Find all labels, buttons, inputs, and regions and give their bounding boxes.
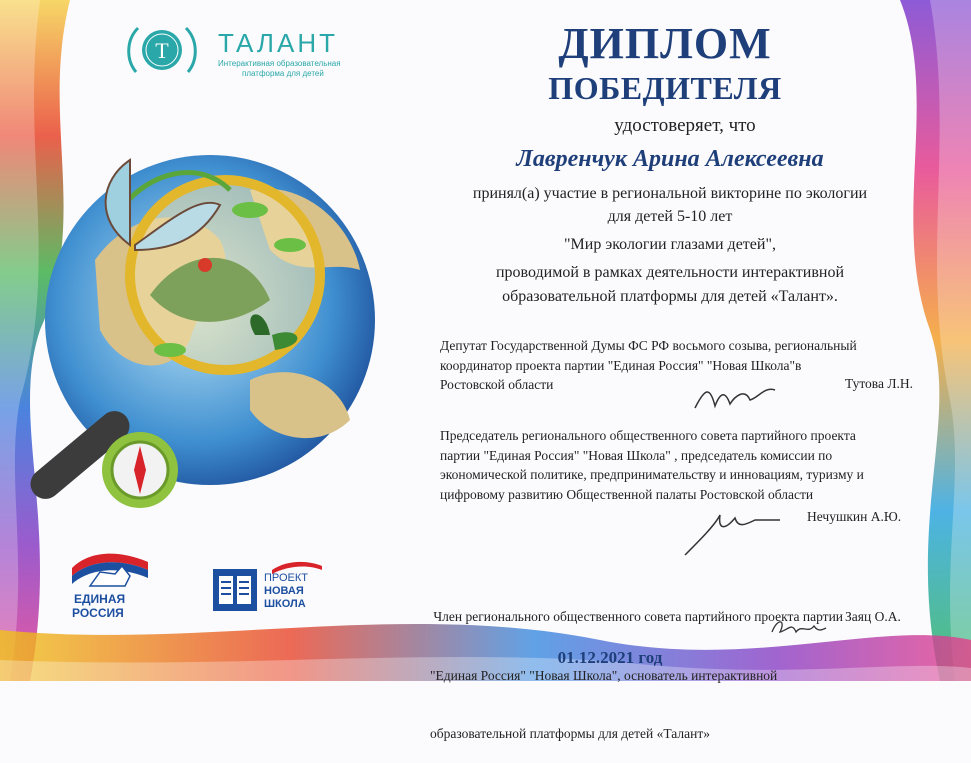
signatory-line: цифровому развитию Общественной палаты Ростовской области	[440, 486, 814, 502]
signatory-2-position	[440, 426, 920, 504]
signatory-line: координатор проекта партии "Единая Россия" "Новая Школа"в	[440, 357, 802, 373]
recipient-name: Лавренчук Арина Алексеевна	[516, 146, 824, 172]
body-line: образовательной платформы для детей «Талант».	[502, 288, 838, 305]
signatory-line: экономической политике, предпринимательству и инновациям, туризму и	[440, 467, 864, 482]
signatory-line: Депутат Государственной Думы ФС РФ восьмого созыва, региональный	[440, 338, 857, 353]
talant-emblem-icon	[122, 20, 202, 85]
ladybug-icon	[198, 258, 212, 272]
body-line: для детей 5-10 лет	[607, 208, 733, 225]
signature-3	[768, 612, 828, 642]
signatory-2-name: Нечушкин А.Ю.	[807, 509, 902, 524]
project-line1: ПРОЕКТ	[264, 572, 309, 584]
talant-brand: ТАЛАНТ	[218, 28, 338, 58]
signatory-line: Ростовской области	[440, 377, 554, 392]
project-line2: НОВАЯ	[264, 585, 304, 597]
signature-1	[690, 378, 780, 418]
signature-2	[680, 500, 790, 560]
signatory-line: Председатель регионального общественного совета партийного проекта	[440, 428, 856, 443]
flag-icon	[70, 548, 150, 590]
party-name-line2: РОССИЯ	[72, 606, 124, 620]
new-school-logo	[212, 560, 327, 620]
body-line: проводимой в рамках деятельности интерактивной	[495, 264, 845, 281]
body-line: "Мир экологии глазами детей",	[564, 236, 776, 253]
party-name-line1: ЕДИНАЯ	[74, 592, 126, 606]
svg-text:T: T	[155, 38, 169, 63]
signatory-line: партии "Единая Россия" "Новая Школа" , председатель комиссии по	[440, 447, 833, 463]
signatory-line: образовательной платформы для детей «Талант»	[430, 726, 711, 741]
signatory-line: "Единая Россия" "Новая Школа", основатель интерактивной	[430, 667, 778, 683]
signatory-1-name: Тутова Л.Н.	[845, 376, 914, 391]
globe-illustration	[0, 150, 430, 530]
talant-logo	[122, 20, 352, 85]
signatory-3-name: Заяц О.А.	[845, 609, 901, 624]
certifies-text: удостоверяет, что	[614, 115, 756, 136]
project-line3: ШКОЛА	[264, 598, 306, 610]
body-line: принял(а) участие в региональной викторине по экологии	[472, 185, 868, 202]
signatory-line: Член регионального общественного совета партийного проекта партии	[430, 609, 844, 624]
certificate-subtitle: ПОБЕДИТЕЛЯ	[548, 70, 782, 106]
book-icon	[212, 568, 258, 612]
certificate-date: 01.12.2021 год	[557, 648, 663, 667]
talant-tagline-2: платформа для детей	[242, 69, 324, 78]
united-russia-logo	[70, 548, 150, 628]
certificate-title: ДИПЛОМ	[558, 19, 772, 68]
talant-tagline-1: Интерактивная образовательная	[218, 59, 341, 68]
